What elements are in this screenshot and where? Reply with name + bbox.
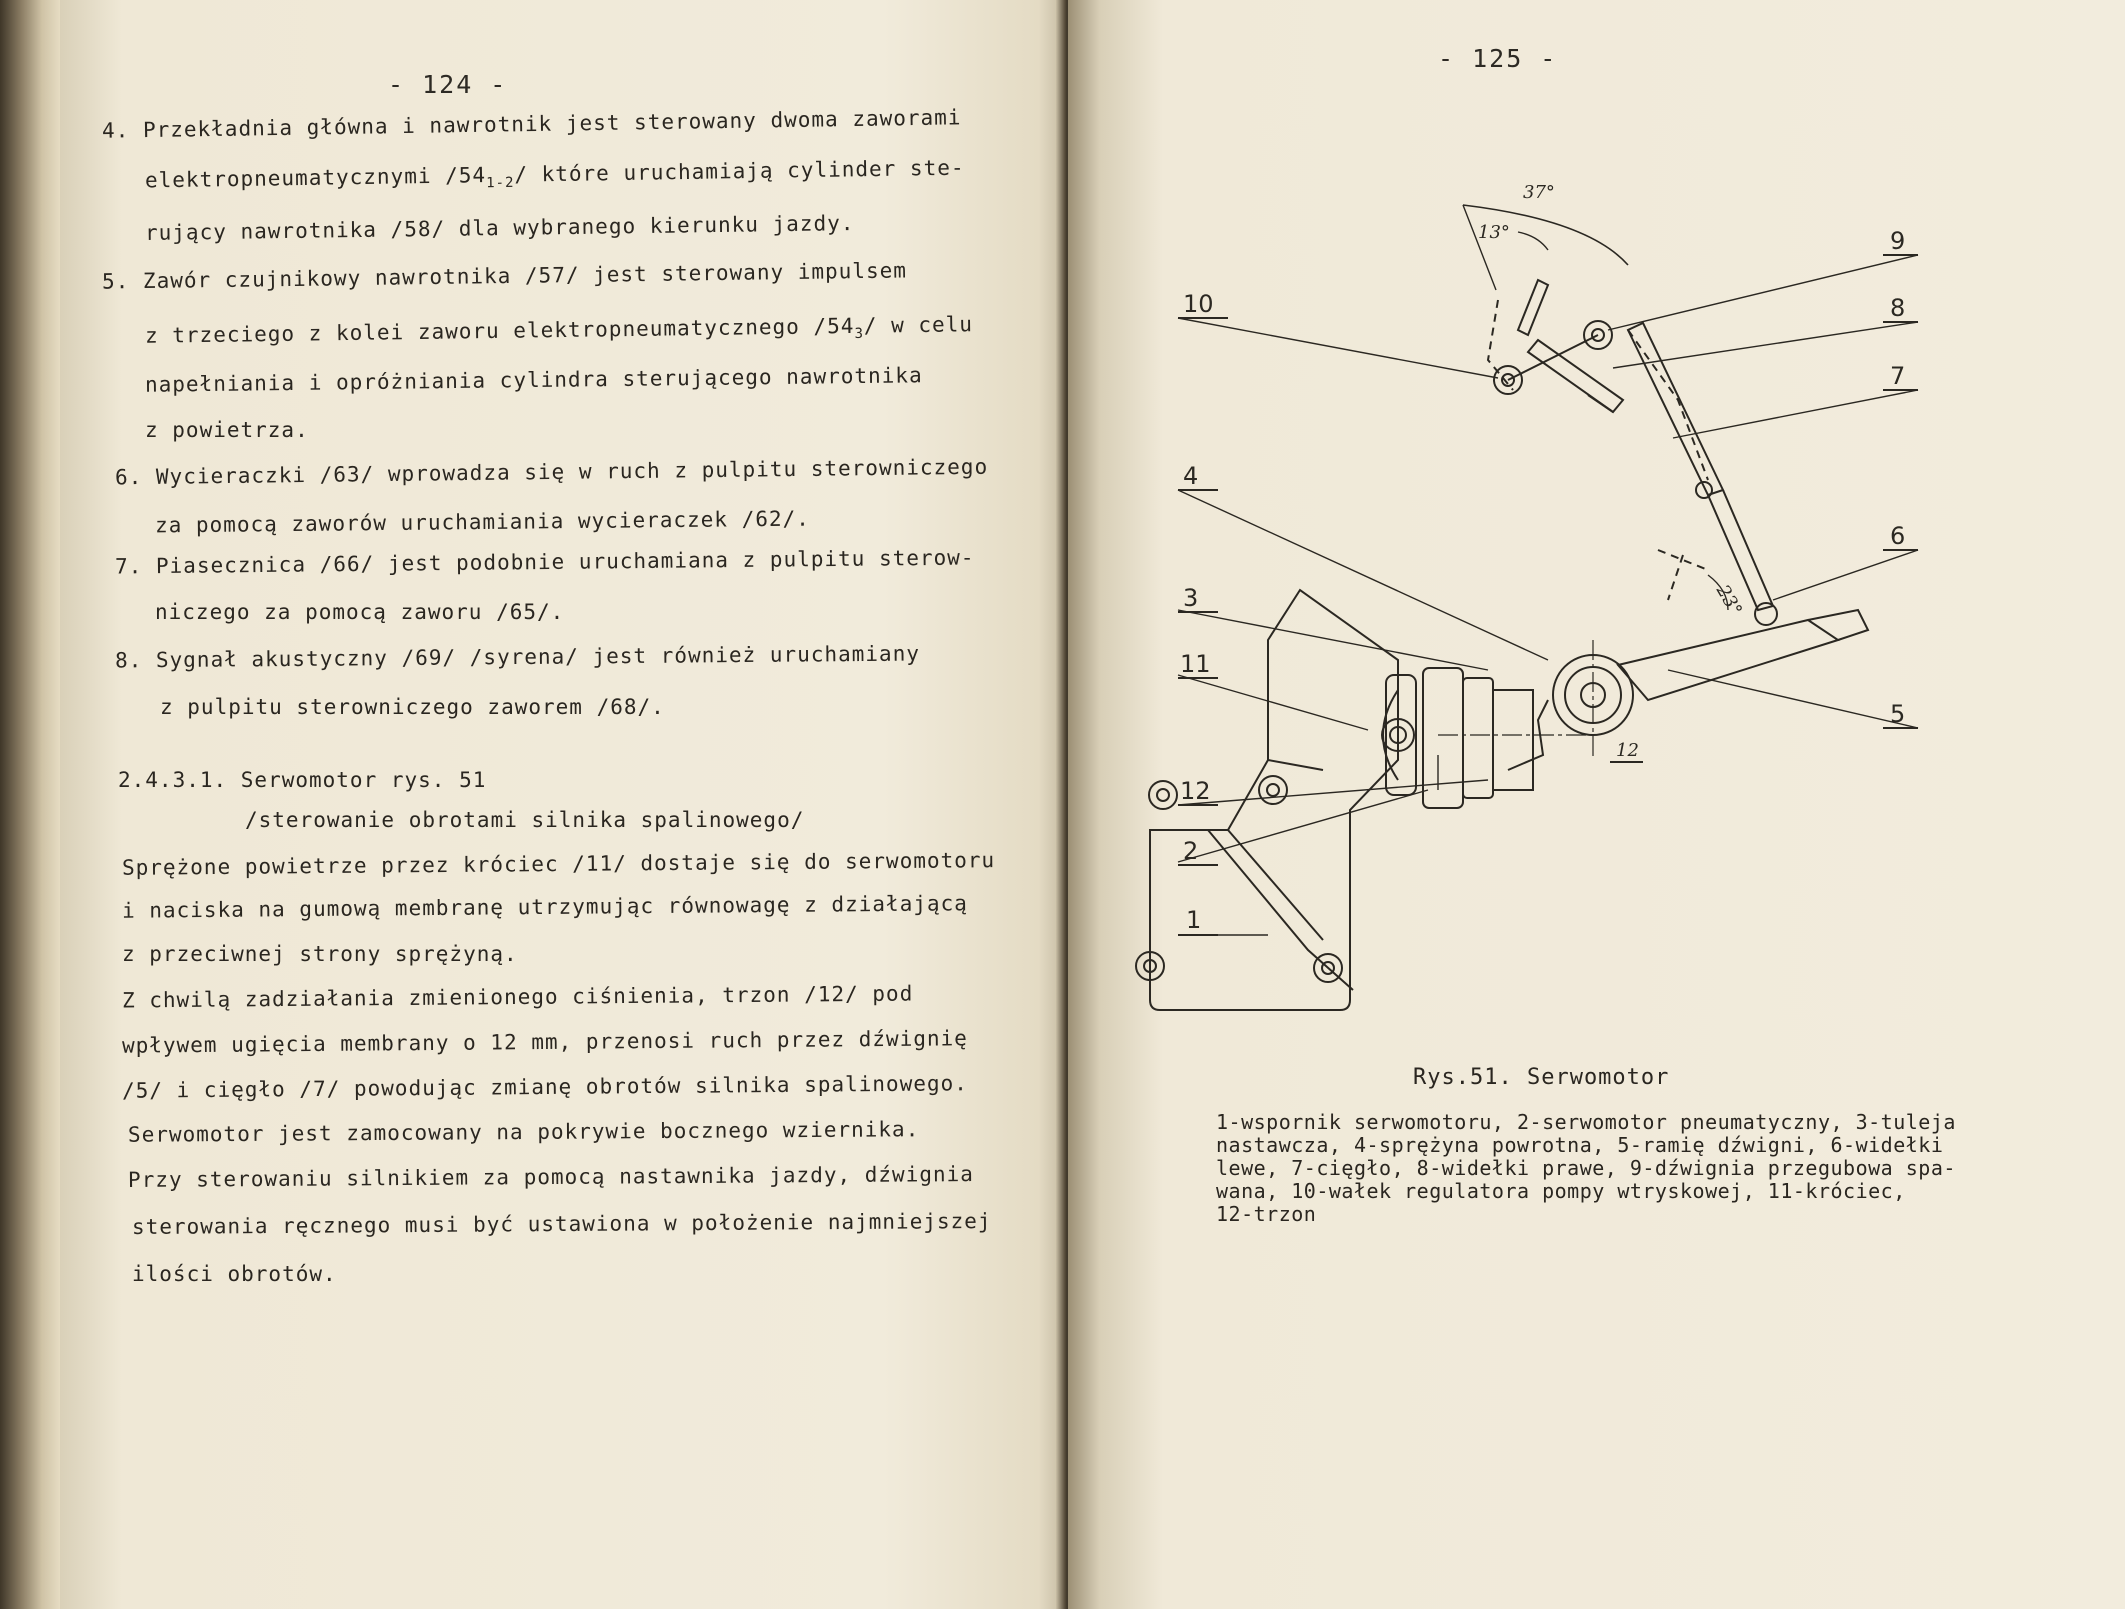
figure-label: 7: [1890, 362, 1906, 390]
right-page: [1068, 0, 2125, 1609]
text-line: z pulpitu sterowniczego zaworem /68/.: [160, 695, 665, 719]
dimension-label: 37°: [1523, 182, 1555, 203]
figure-label: 1: [1186, 906, 1202, 934]
text-line: 8. Sygnał akustyczny /69/ /syrena/ jest również uruchamiany: [114, 641, 921, 673]
text-line: i naciska na gumową membranę utrzymując równowagę z działającą: [121, 891, 968, 923]
dimension-label: 13°: [1478, 222, 1510, 243]
text-line: Z chwilą zadziałania zmienionego ciśnienia, trzon /12/ pod: [121, 981, 914, 1013]
text-line: elektropneumatycznymi $/54_{1-2}/$ które uruchamiają cylinder ste-: [144, 155, 965, 193]
text-line: za pomocą zaworów uruchamiania wycieraczek /62/.: [154, 506, 810, 538]
text-line: 6. Wycieraczki /63/ wprowadza się w ruch z pulpitu sterowniczego: [114, 454, 989, 490]
text-line: Serwomotor jest zamocowany na pokrywie bocznego wziernika.: [127, 1117, 920, 1147]
figure-caption-title: Rys.51. Serwomotor: [1413, 1065, 1670, 1090]
dimension-label: 12: [1616, 740, 1639, 761]
text-line: Przy sterowaniu silnikiem za pomocą nastawnika jazdy, dźwignia: [127, 1162, 974, 1192]
caption-line: wana, 10-wałek regulatora pompy wtryskowej, 11-króciec,: [1216, 1179, 1906, 1203]
text-line: niczego za pomocą zaworu /65/.: [155, 600, 565, 624]
text-line: napełniania i opróżniania cylindra sterującego nawrotnika: [144, 363, 923, 397]
caption-line: lewe, 7-cięgło, 8-widełki prawe, 9-dźwignia przegubowa spa-: [1216, 1156, 1956, 1180]
text-line: 7. Piasecznica /66/ jest podobnie uruchamiana z pulpitu sterow-: [114, 545, 975, 579]
caption-line: nastawcza, 4-sprężyna powrotna, 5-ramię dźwigni, 6-widełki: [1216, 1133, 1944, 1157]
section-subheading: /sterowanie obrotami silnika spalinowego/: [245, 808, 805, 832]
caption-line: 12-trzon: [1216, 1202, 1317, 1226]
figure-label: 12: [1180, 777, 1211, 805]
text-line: wpływem ugięcia membrany o 12 mm, przenosi ruch przez dźwignię: [121, 1026, 968, 1058]
figure-label: 11: [1180, 650, 1211, 678]
figure-label: 8: [1890, 294, 1906, 322]
text-line: z powietrza.: [145, 418, 309, 442]
figure-label: 3: [1183, 584, 1199, 612]
figure-label: 5: [1890, 700, 1906, 728]
section-heading: 2.4.3.1. Serwomotor rys. 51: [118, 768, 487, 792]
text-line: /5/ i cięgło /7/ powodując zmianę obrotów silnika spalinowego.: [121, 1071, 968, 1103]
left-page: [60, 0, 1090, 1609]
book-spine-edge: [0, 0, 60, 1609]
caption-line: 1-wspornik serwomotoru, 2-serwomotor pneumatyczny, 3-tuleja: [1216, 1110, 1956, 1134]
servomotor-diagram: [1068, 0, 2125, 1040]
text-line: sterowania ręcznego musi być ustawiona w położenie najmniejszej: [131, 1209, 992, 1239]
text-line: ilości obrotów.: [132, 1262, 337, 1286]
text-line: 4. Przekładnia główna i nawrotnik jest sterowany dwoma zaworami: [101, 105, 962, 143]
text-line: z przeciwnej strony sprężyną.: [122, 942, 518, 966]
dimension-label: 23°: [1711, 581, 1747, 620]
text-line: rujący nawrotnika /58/ dla wybranego kierunku jazdy.: [144, 211, 855, 245]
page-number-124: - 124 -: [388, 70, 508, 99]
figure-label: 9: [1890, 227, 1906, 255]
figure-label: 2: [1183, 837, 1199, 865]
figure-label: 4: [1183, 462, 1199, 490]
figure-label: 10: [1183, 290, 1214, 318]
text-line: Sprężone powietrze przez króciec /11/ dostaje się do serwomotoru: [121, 848, 996, 880]
text-line: z trzeciego z kolei zaworu elektropneumatycznego $/54_3/$ w celu: [144, 312, 974, 348]
text-line: 5. Zawór czujnikowy nawrotnika /57/ jest sterowany impulsem: [101, 258, 908, 294]
page-number-125: - 125 -: [1438, 44, 1558, 73]
figure-label: 6: [1890, 522, 1906, 550]
